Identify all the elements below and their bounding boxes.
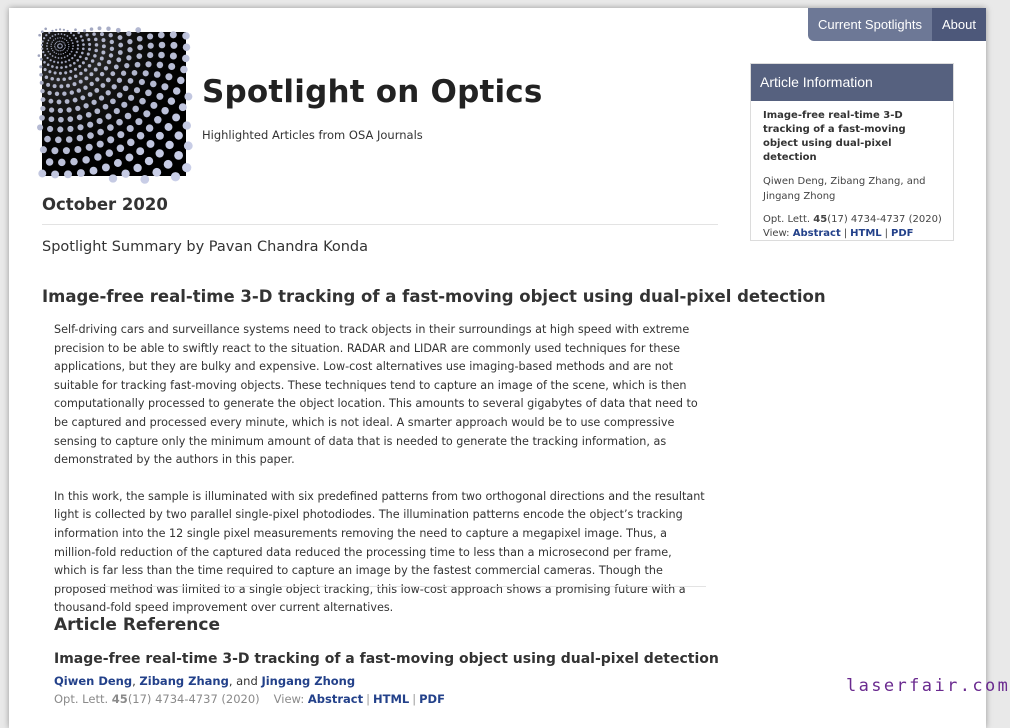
article-information-panel [750, 63, 954, 241]
sidebar-authors: Qiwen Deng, Zibang Zhang, and Jingang Zhong [763, 176, 926, 202]
article-title: Image-free real-time 3-D tracking of a fast-moving object using dual-pixel detection [42, 287, 826, 306]
top-nav [808, 8, 986, 41]
reference-authors [54, 674, 355, 688]
reference-title: Image-free real-time 3-D tracking of a fast-moving object using dual-pixel detection [54, 651, 719, 667]
logo-lattice-icon [42, 32, 186, 176]
watermark: laserfair.com [846, 676, 1010, 696]
article-reference-heading: Article Reference [54, 615, 221, 635]
nav-about[interactable]: About [932, 8, 986, 41]
sidebar-citation: Opt. Lett. 45(17) 4734-4737 (2020) View: Abstract | HTML | PDF [763, 214, 942, 239]
journal-pages: (17) 4734-4737 (2020) [127, 692, 260, 706]
view-label: View: [273, 692, 305, 706]
journal-volume: 45 [111, 692, 128, 706]
reference-pdf-link[interactable]: PDF [419, 692, 445, 706]
sidebar-volume: 45 [813, 214, 828, 225]
issue-month: October 2020 [42, 195, 168, 214]
sidebar-view-label: View: [763, 228, 790, 239]
sidebar-pdf-link[interactable]: PDF [891, 228, 914, 239]
sidebar-article-title: Image-free real-time 3-D tracking of a fast-moving object using dual-pixel detection [763, 110, 906, 163]
sidebar-heading: Article Information [751, 64, 953, 101]
author-link[interactable]: Zibang Zhang [139, 674, 229, 688]
summary-paragraph: Self-driving cars and surveillance systems need to track objects in their surroundings at high speed with extreme precision to be able to swiftly react to the situation. RADAR and LIDAR are commonly used techniques for these applications, but they are bulky and expensive. Low-cost alternatives use imaging-based methods and are not suitable for tracking fast-moving objects. These techniques tend to capture an image of the scene, which is then computationally processed to generate the object location. This amounts to several gigabytes of data that need to be captured and processed every minute, which is not ideal. A smarter approach would be to use compressive sensing to capture only the minimum amount of data that is needed to generate the tracking information, as demonstrated by the authors in this paper. [54, 323, 698, 467]
reference-html-link[interactable]: HTML [372, 692, 410, 706]
sidebar-journal: Opt. Lett. [763, 214, 811, 225]
reference-citation: Opt. Lett. 45(17) 4734-4737 (2020) View: Abstract | HTML | PDF [54, 692, 445, 706]
author-separator: , and [228, 674, 262, 688]
sidebar-pages: (17) 4734-4737 (2020) [827, 214, 942, 225]
author-separator: , [132, 674, 140, 688]
journal-name: Opt. Lett. [54, 692, 109, 706]
divider [54, 586, 706, 587]
optics-lattice-logo[interactable] [42, 32, 186, 176]
site-title: Spotlight on Optics [202, 74, 543, 110]
summary-body [54, 321, 706, 636]
page [9, 8, 986, 728]
divider [42, 224, 718, 225]
sidebar-html-link[interactable]: HTML [850, 228, 882, 239]
sidebar-abstract-link[interactable]: Abstract [792, 228, 841, 239]
site-subtitle: Highlighted Articles from OSA Journals [202, 128, 423, 142]
summary-paragraph: In this work, the sample is illuminated with six predefined patterns from two orthogonal directions and the resultant light is collected by two parallel single-pixel photodiodes. The illumination patterns encode the object’s tracking information into the 12 single pixel measurements removing the need to capture a megapixel image. Thus, a million-fold reduction of the captured data reduced the processing time to less than a microsecond per frame, which is far less than the time required to capture an image by the fastest commercial cameras. Though the proposed method was limited to a single object tracking, this low-cost approach shows a promising future with a thousand-fold speed improvement over current alternatives. [54, 489, 705, 615]
author-link[interactable]: Qiwen Deng [54, 674, 133, 688]
nav-current-spotlights[interactable]: Current Spotlights [808, 8, 932, 41]
author-link[interactable]: Jingang Zhong [261, 674, 356, 688]
reference-abstract-link[interactable]: Abstract [307, 692, 364, 706]
sidebar-body [751, 101, 953, 241]
summary-byline: Spotlight Summary by Pavan Chandra Konda [42, 239, 369, 255]
